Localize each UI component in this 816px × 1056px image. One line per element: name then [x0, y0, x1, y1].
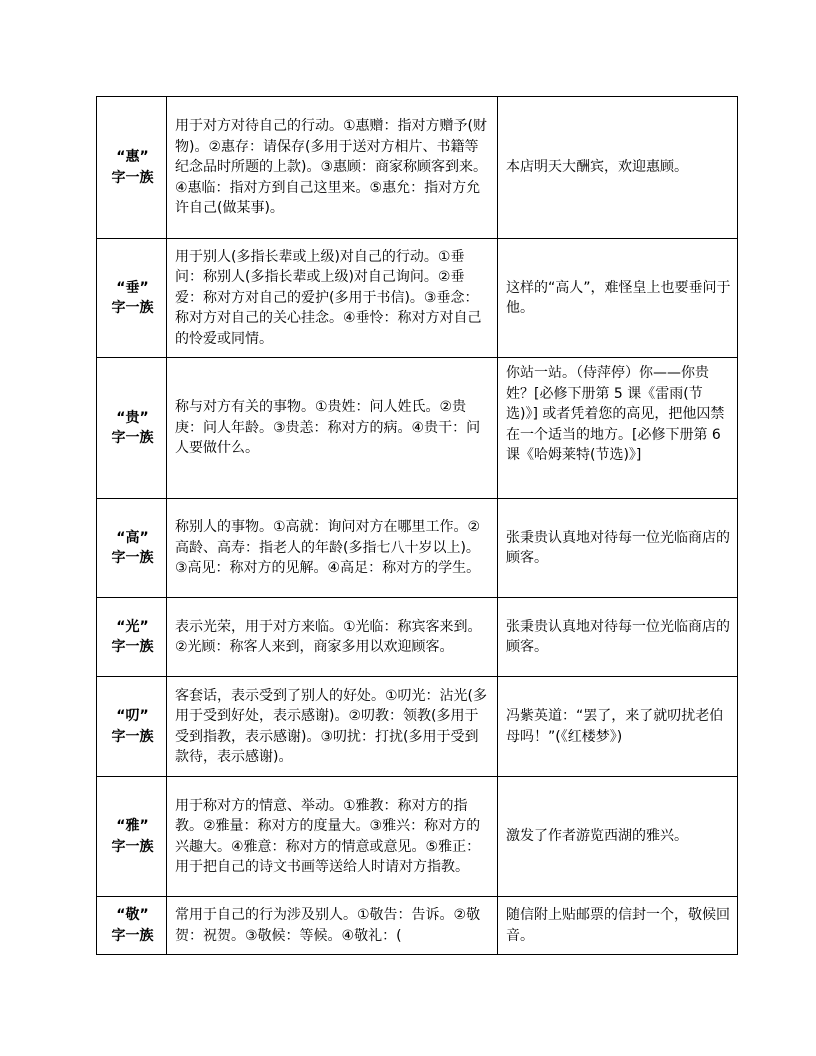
table-row: [97, 239, 738, 358]
row-label-cell: [97, 499, 167, 598]
row-label-suffix: 字一族: [111, 300, 154, 316]
definition-cell: 用于称对方的情意、举动。①雅教：称对方的指教。②雅量：称对方的度量大。③雅兴：称对方的兴趣大。④雅意：称对方的情意或意见。⑤雅正：用于把自己的诗文书画等送给人时请对方指教。: [167, 777, 498, 897]
example-cell: 激发了作者游览西湖的雅兴。: [498, 777, 738, 897]
definition-cell: 常用于自己的行为涉及别人。①敬告：告诉。②敬贺：祝贺。③敬候：等候。④敬礼：(: [167, 897, 498, 955]
row-label-char: “贵”: [116, 409, 149, 426]
table-row: [97, 677, 738, 777]
table-row: [97, 897, 738, 955]
row-label-char: “垂”: [116, 279, 149, 296]
row-label-cell: [97, 777, 167, 897]
row-label-char: “光”: [116, 618, 149, 635]
row-label-suffix: 字一族: [111, 169, 154, 186]
definition-cell: 用于别人(多指长辈或上级)对自己的行动。①垂问：称别人(多指长辈或上级)对自己询问。②垂爱：称对方对自己的爱护(多用于书信)。③垂念：称对方对自己的关心挂念。④垂怜：称对方对自己的怜爱或同情。: [167, 239, 498, 358]
row-label-cell: [97, 97, 167, 239]
row-label-cell: [97, 358, 167, 499]
row-label-suffix: 字一族: [111, 728, 154, 745]
row-label-char: “高”: [116, 529, 149, 546]
honorific-vocabulary-table: [96, 96, 738, 955]
definition-cell: 表示光荣，用于对方来临。①光临：称宾客来到。②光顾：称客人来到，商家多用以欢迎顾客。: [167, 598, 498, 677]
row-label-suffix: 字一族: [111, 927, 154, 944]
definition-cell: 称与对方有关的事物。①贵姓：问人姓氏。②贵庚：问人年龄。③贵恙：称对方的病。④贵干：问人要做什么。: [167, 358, 498, 499]
row-label-suffix: 字一族: [111, 550, 154, 566]
definition-cell: 用于对方对待自己的行动。①惠赠：指对方赠予(财物)。②惠存：请保存(多用于送对方相片、书籍等纪念品时所题的上款)。③惠顾：商家称顾客到来。④惠临：指对方到自己这里来。⑤惠允：指对方允许自己(做某事)。: [167, 97, 498, 239]
row-label-suffix: 字一族: [111, 430, 154, 446]
example-cell: 本店明天大酬宾，欢迎惠顾。: [498, 97, 738, 239]
example-cell: 冯紫英道：“罢了，来了就叨扰老伯母吗！”(《红楼梦》): [498, 677, 738, 777]
row-label-suffix: 字一族: [111, 838, 154, 855]
example-cell: 这样的“高人”，难怪皇上也要垂问于他。: [498, 239, 738, 358]
row-label-cell: [97, 598, 167, 677]
row-label-cell: [97, 677, 167, 777]
example-cell: 张秉贵认真地对待每一位光临商店的顾客。: [498, 499, 738, 598]
definition-cell: 称别人的事物。①高就：询问对方在哪里工作。②高龄、高寿：指老人的年龄(多指七八十岁以上)。③高见：称对方的见解。④高足：称对方的学生。: [167, 499, 498, 598]
row-label-cell: [97, 897, 167, 955]
row-label-char: “惠”: [116, 149, 149, 165]
table-row: [97, 598, 738, 677]
table-row: [97, 499, 738, 598]
row-label-char: “雅”: [116, 818, 149, 834]
example-cell: 你站一站。（侍萍停）你——你贵姓？[必修下册第 5 课《雷雨(节选)》] 或者凭着您的高见，把他囚禁在一个适当的地方。[必修下册第 6 课《哈姆莱特(节选)》]: [498, 358, 738, 499]
table-row: [97, 97, 738, 239]
definition-cell: 客套话，表示受到了别人的好处。①叨光：沾光(多用于受到好处，表示感谢)。②叨教：领教(多用于受到指教，表示感谢)。③叨扰：打扰(多用于受到款待，表示感谢)。: [167, 677, 498, 777]
example-cell: 随信附上贴邮票的信封一个，敬候回音。: [498, 897, 738, 955]
example-cell: 张秉贵认真地对待每一位光临商店的顾客。: [498, 598, 738, 677]
row-label-char: “叨”: [116, 708, 149, 724]
table-row: [97, 358, 738, 499]
table-row: [97, 777, 738, 897]
row-label-cell: [97, 239, 167, 358]
row-label-char: “敬”: [116, 907, 149, 923]
row-label-suffix: 字一族: [111, 639, 154, 655]
